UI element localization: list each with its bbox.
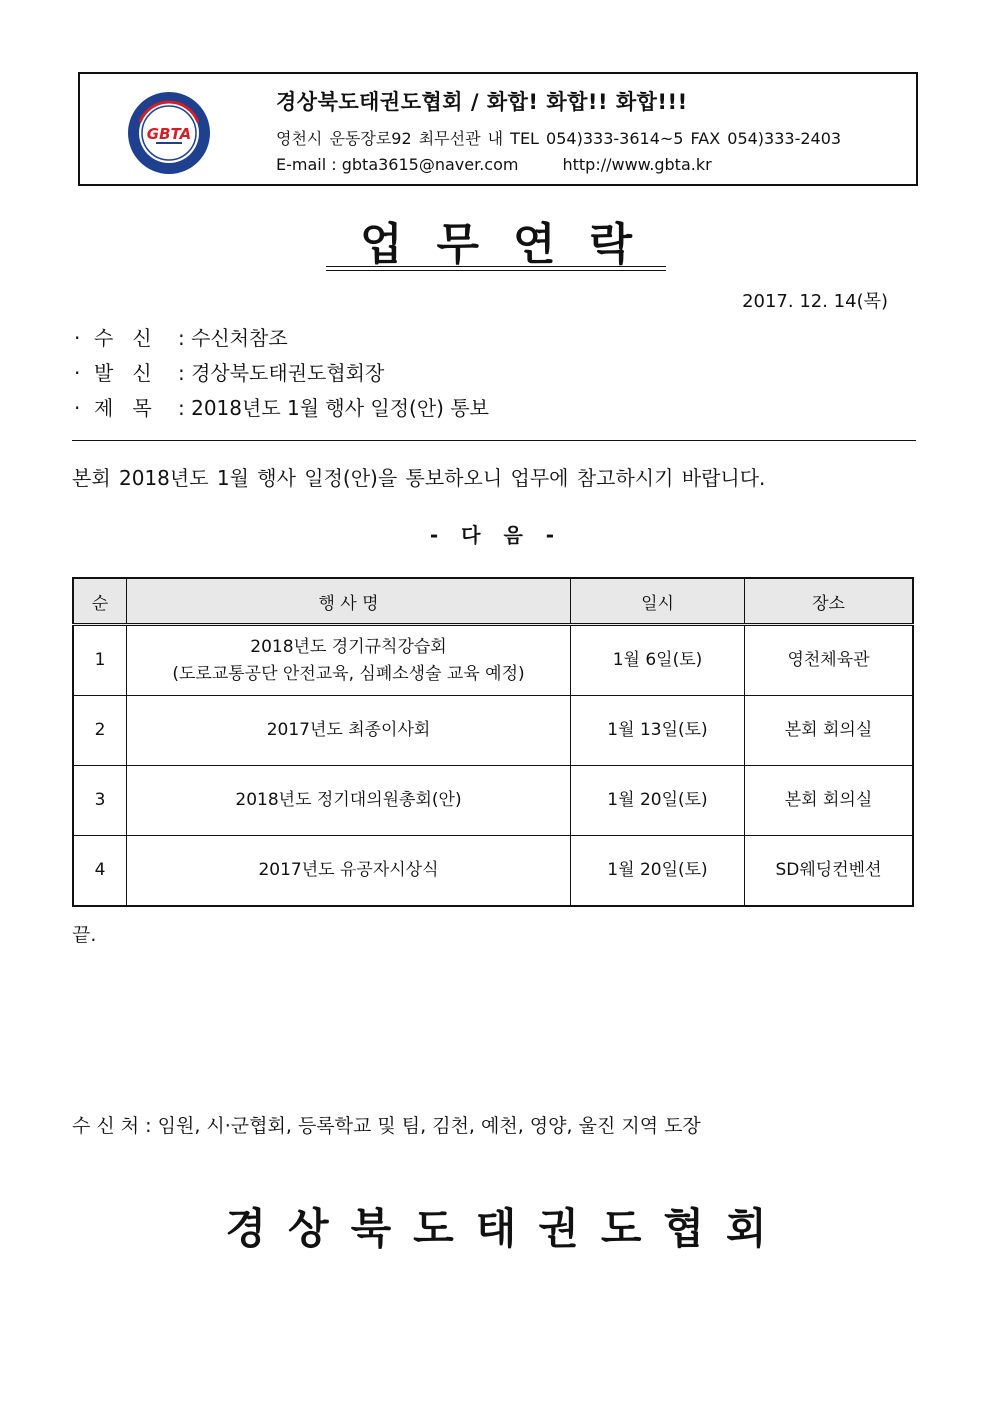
- email-address[interactable]: E-mail : gbta3615@naver.com: [276, 155, 519, 174]
- cell-no: 2: [73, 696, 127, 766]
- meta-value: : 수신처참조: [178, 326, 288, 350]
- cell-no: 1: [73, 625, 127, 696]
- header-place: 장소: [745, 578, 914, 625]
- end-mark: 끝.: [72, 924, 97, 946]
- website-url[interactable]: http://www.gbta.kr: [562, 155, 712, 174]
- intro-paragraph: 본회 2018년도 1월 행사 일정(안)을 통보하오니 업무에 참고하시기 바랍니다.: [72, 466, 766, 490]
- meta-label: 제 목: [94, 396, 152, 420]
- title-underline: [326, 266, 666, 267]
- event-schedule-table: [72, 577, 914, 907]
- cell-date: 1월 13일(토): [571, 696, 745, 766]
- cell-place: 영천체육관: [745, 625, 914, 696]
- organization-slogan: 경상북도태권도협회 / 화합! 화합!! 화합!!!: [276, 90, 688, 114]
- cell-place: 본회 회의실: [745, 696, 914, 766]
- letterhead: [78, 72, 918, 186]
- issuer-name: 경상북도태권도협회: [225, 1204, 789, 1253]
- cell-place: 본회 회의실: [745, 766, 914, 836]
- svg-text:GBTA: GBTA: [146, 125, 192, 143]
- section-mark: - 다 음 -: [429, 523, 563, 547]
- cell-date: 1월 20일(토): [571, 836, 745, 907]
- table-row: [73, 696, 913, 766]
- meta-value: : 2018년도 1월 행사 일정(안) 통보: [178, 396, 489, 420]
- cell-place: SD웨딩컨벤션: [745, 836, 914, 907]
- cell-event-name: 2018년도 경기규칙강습회 (도로교통공단 안전교육, 심폐소생술 교육 예정): [127, 625, 571, 696]
- meta-label: 수 신: [94, 326, 152, 350]
- table-row: [73, 836, 913, 907]
- table-row: [73, 766, 913, 836]
- header-event-name: 행 사 명: [127, 578, 571, 625]
- separator-line: [72, 440, 916, 441]
- title-underline-second: [326, 270, 666, 271]
- address-contact: 영천시 운동장로92 최무선관 내 TEL 054)333-3614~5 FAX 054)333-2403: [276, 129, 842, 148]
- header-date: 일시: [571, 578, 745, 625]
- document-date: 2017. 12. 14(목): [742, 291, 888, 312]
- email-url-line: [276, 155, 712, 174]
- recipient-list: 수 신 처 : 임원, 시·군협회, 등록학교 및 팀, 김천, 예천, 영양, 울진 지역 도장: [72, 1115, 701, 1137]
- cell-no: 3: [73, 766, 127, 836]
- cell-event-name: 2017년도 유공자시상식: [127, 836, 571, 907]
- cell-no: 4: [73, 836, 127, 907]
- table-header-row: [73, 578, 913, 625]
- meta-value: : 경상북도태권도협회장: [178, 361, 385, 385]
- cell-event-note: (도로교통공단 안전교육, 심폐소생술 교육 예정): [172, 663, 525, 684]
- cell-date: 1월 6일(토): [571, 625, 745, 696]
- meta-sender: · 발 신 : 경상북도태권도협회장: [74, 357, 384, 386]
- association-logo-icon: [126, 90, 212, 176]
- meta-recipient: · 수 신 : 수신처참조: [74, 322, 288, 351]
- cell-event-name: 2017년도 최종이사회: [127, 696, 571, 766]
- document-title: 업무연락: [360, 219, 667, 270]
- table-row: [73, 625, 913, 696]
- meta-label: 발 신: [94, 361, 152, 385]
- header-no: 순: [73, 578, 127, 625]
- cell-event-name: 2018년도 정기대의원총회(안): [127, 766, 571, 836]
- cell-date: 1월 20일(토): [571, 766, 745, 836]
- meta-subject: · 제 목 : 2018년도 1월 행사 일정(안) 통보: [74, 392, 489, 421]
